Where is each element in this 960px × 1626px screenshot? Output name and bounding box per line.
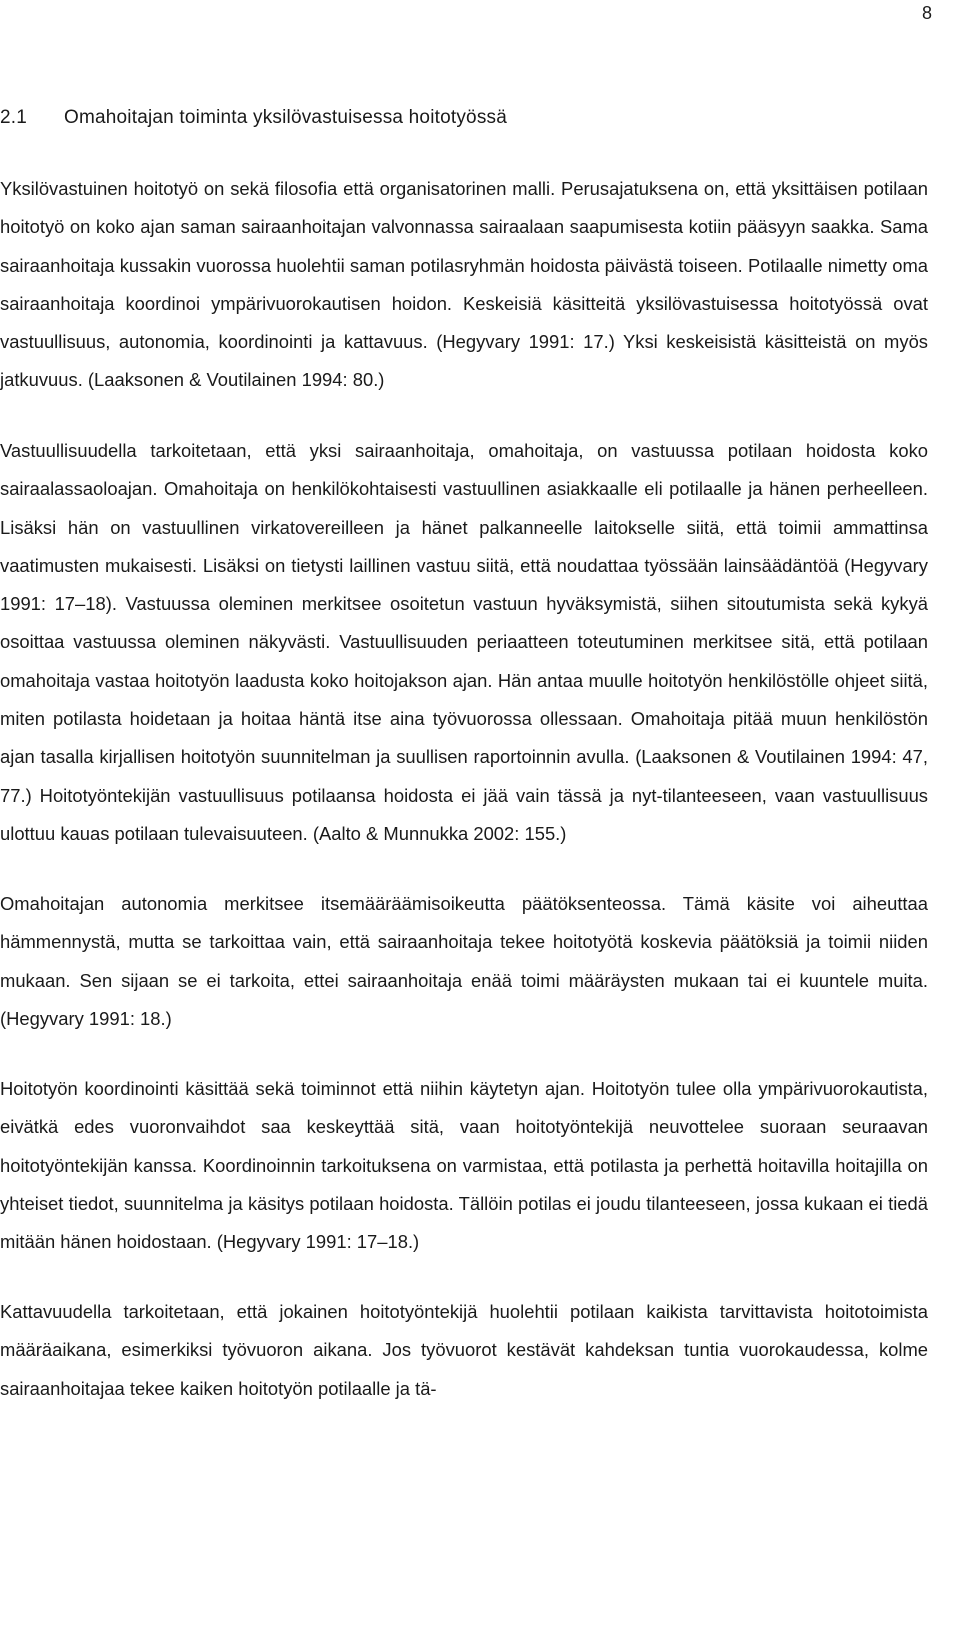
paragraph-koordinointi: Hoitotyön koordinointi käsittää sekä toiminnot että niihin käytetyn ajan. Hoitotyön tulee olla ympärivuorokautista, eivätkä edes vuoronvaihdot saa keskeyttää sitä, vaan hoitotyöntekijä neuvottelee suoraan seuraavan hoitotyöntekijän kanssa. Koordinoinnin tarkoituksena on varmistaa, että potilasta ja perhettä hoitavilla hoitajilla on yhteiset tiedot, suunnitelma ja käsitys potilaan hoidosta. Tällöin potilas ei joudu tilanteeseen, jossa kukaan ei tiedä mitään hänen hoidostaan. (Hegyvary 1991: 17–18.) xyxy=(0,1078,928,1253)
section-heading xyxy=(0,106,507,130)
paragraph-vastuullisuus: Vastuullisuudella tarkoitetaan, että yksi sairaanhoitaja, omahoitaja, on vastuussa potilaan hoidosta koko sairaalassaoloajan. Omahoitaja on henkilökohtaisesti vastuullinen asiakkaalle eli potilaalle ja hänen perheelleen. Lisäksi hän on vastuullinen virkatovereilleen ja hänet palkanneelle laitokselle siitä, että toimii ammattinsa vaatimusten mukaisesti. Lisäksi on tietysti laillinen vastuu siitä, että noudattaa työssään lainsäädäntöä (Hegyvary 1991: 17–18). Vastuussa oleminen merkitsee osoitetun vastuun hyväksymistä, siihen sitoutumista sekä kykyä osoittaa vastuussa oleminen näkyvästi. Vastuullisuuden periaatteen toteutuminen merkitsee sitä, että potilaan omahoitaja vastaa hoitotyön laadusta koko hoitojakson ajan. Hän antaa muulle hoitotyön henkilöstölle ohjeet siitä, miten potilasta hoidetaan ja hoitaa häntä itse aina työvuorossa ollessaan. Omahoitaja pitää muun henkilöstön ajan tasalla kirjallisen hoitotyön suunnitelman ja suullisen raportoinnin avulla. (Laaksonen & Voutilainen 1994: 47, 77.) Hoitotyöntekijän vastuullisuus potilaansa hoidosta ei jää vain tässä ja nyt-tilanteeseen, vaan vastuullisuus ulottuu kauas potilaan tulevaisuuteen. (Aalto & Munnukka 2002: 155.) xyxy=(0,440,928,844)
page-number: 8 xyxy=(921,3,932,23)
section-title: Omahoitajan toiminta yksilövastuisessa hoitotyössä xyxy=(64,107,507,128)
paragraph-kattavuus: Kattavuudella tarkoitetaan, että jokainen hoitotyöntekijä huolehtii potilaan kaikista tarvittavista hoitotoimista määräaikana, esimerkiksi työvuoron aikana. Jos työvuorot kestävät kahdeksan tuntia vuorokaudessa, kolme sairaanhoitajaa tekee kaiken hoitotyön potilaalle ja tä- xyxy=(0,1301,928,1399)
section-number: 2.1 xyxy=(0,107,28,128)
paragraph-yksilovastuinen: Yksilövastuinen hoitotyö on sekä filosofia että organisatorinen malli. Perusajatuksena on, että yksittäisen potilaan hoitotyö on koko ajan saman sairaanhoitajan valvonnassa sairaalaan saapumisesta kotiin pääsyyn saakka. Sama sairaanhoitaja kussakin vuorossa huolehtii saman potilasryhmän hoidosta päivästä toiseen. Potilaalle nimetty oma sairaanhoitaja koordinoi ympärivuorokautisen hoidon. Keskeisiä käsitteitä yksilövastuisessa hoitotyössä ovat vastuullisuus, autonomia, koordinointi ja kattavuus. (Hegyvary 1991: 17.) Yksi keskeisistä käsitteistä on myös jatkuvuus. (Laaksonen & Voutilainen 1994: 80.) xyxy=(0,178,928,391)
paragraph-autonomia: Omahoitajan autonomia merkitsee itsemääräämisoikeutta päätöksenteossa. Tämä käsite voi aiheuttaa hämmennystä, mutta se tarkoittaa vain, että sairaanhoitaja tekee hoitotyötä koskevia päätöksiä ja toimii niiden mukaan. Sen sijaan se ei tarkoita, ettei sairaanhoitaja enää toimi määräysten mukaan tai ei kuuntele muita. (Hegyvary 1991: 18.) xyxy=(0,893,928,1029)
